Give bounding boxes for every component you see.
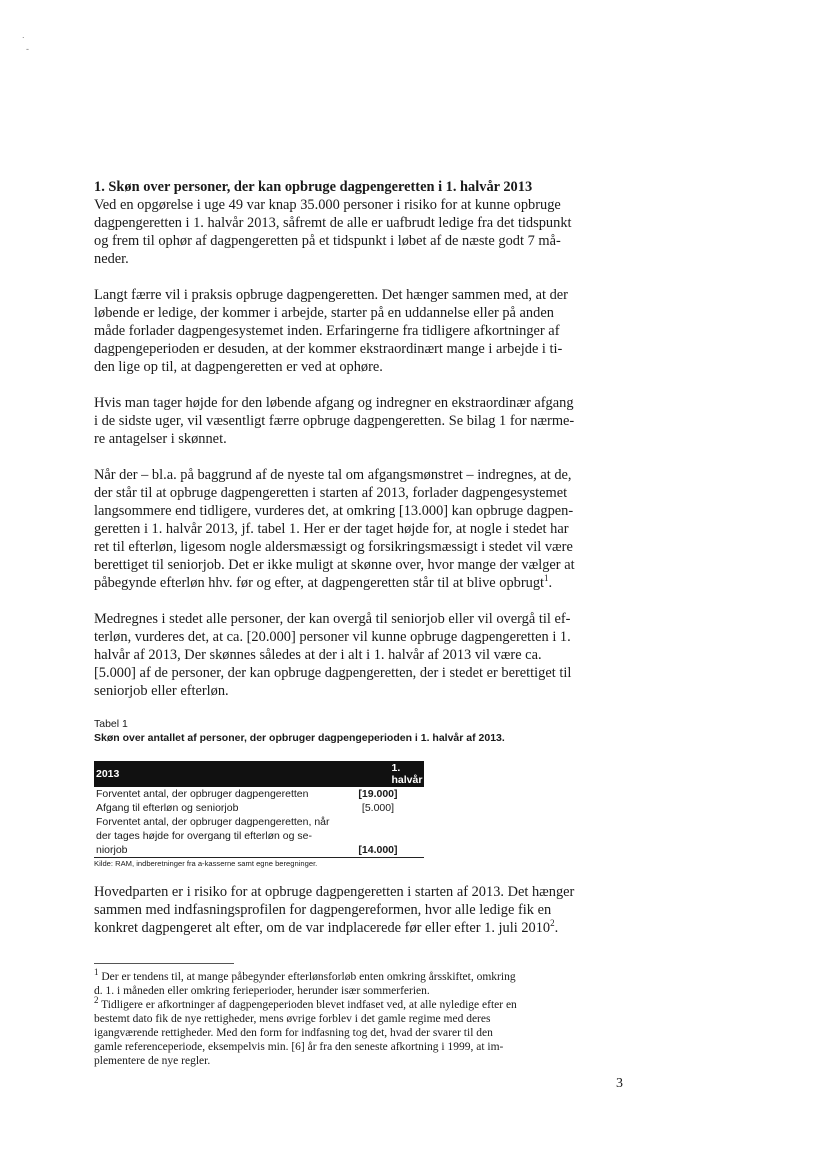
scan-mark: .	[22, 30, 25, 40]
text-line: Hvis man tager højde for den løbende afgang og indregner en ekstraordinær afgang	[94, 395, 574, 411]
footnote-text: Der er tendens til, at mange påbegynder efterlønsforløb enten omkring årsskiftet, omkring	[98, 971, 516, 983]
row-value: [5.000]	[361, 802, 395, 814]
text-line: Hovedparten er i risiko for at opbruge dagpengeretten i starten af 2013. Det hænger	[94, 884, 575, 900]
page-content	[94, 178, 590, 1068]
paragraph-2	[94, 286, 590, 376]
text-line: terløn, vurderes det, at ca. [20.000] personer vil kunne opbruge dagpengeretten i 1.	[94, 629, 571, 645]
text-line: halvår af 2013, Der skønnes således at der i alt i 1. halvår af 2013 vil være ca.	[94, 647, 542, 663]
row-label: Afgang til efterløn og seniorjob	[96, 802, 239, 814]
period: .	[554, 920, 559, 936]
footnote-line: plementere de nye regler.	[94, 1055, 211, 1067]
text-line: der står til at opbruge dagpengeretten i starten af 2013, forlader dagpengesystemet	[94, 485, 568, 501]
table-source: Kilde: RAM, indberetninger fra a-kasserne samt egne beregninger.	[94, 859, 318, 868]
data-table	[94, 761, 424, 858]
footnote-line: bestemt dato fik de nye rettigheder, mens øvrige forblev i det gamle regime med deres	[94, 1013, 491, 1025]
table-1	[94, 718, 590, 869]
footnote-ref-1: 1	[544, 573, 549, 584]
paragraph-3	[94, 394, 590, 448]
text-line: måde forlader dagpengesystemet inden. Erfaringerne fra tidligere afkortninger af	[94, 323, 560, 339]
table-header-year: 2013	[94, 761, 332, 787]
footnote-line: gamle referenceperiode, eksempelvis min. [6] år fra den seneste afkortning i 1999, at im-	[94, 1041, 504, 1053]
page-number: 3	[616, 1076, 623, 1091]
text-line: i de sidste uger, vil væsentligt færre opbruge dagpengeretten. Se bilag 1 for nærme-	[94, 413, 575, 429]
footnote-line	[94, 967, 590, 984]
paragraph-6	[94, 883, 590, 937]
footnote-line: d. 1. i måneden eller omkring ferieperioder, herunder især sommerferien.	[94, 985, 430, 997]
row-label: Forventet antal, der opbruger dagpengeretten	[96, 788, 309, 800]
table-label: Tabel 1	[94, 718, 128, 730]
table-row	[94, 815, 424, 858]
footnote-text: Tidligere er afkortninger af dagpengeperioden blevet indfaset ved, at alle nyledige efter en	[98, 999, 517, 1011]
text-line: berettiget til seniorjob. Det er ikke muligt at skønne over, hvor mange der vælger at	[94, 557, 575, 573]
text-line-content: konkret dagpengeret alt efter, om de var indplacerede før eller efter 1. juli 2010	[94, 920, 551, 936]
footnote-line: igangværende rettigheder. Med den form for indfasning tog det, hvad der svarer til den	[94, 1027, 493, 1039]
table-header-row	[94, 761, 424, 787]
paragraph-5	[94, 610, 590, 700]
paragraph-4	[94, 466, 590, 592]
text-line: Medregnes i stedet alle personer, der kan overgå til seniorjob eller vil overgå til ef-	[94, 611, 571, 627]
text-line: [5.000] af de personer, der kan opbruge dagpengeretten, der i stedet er berettiget til	[94, 665, 572, 681]
text-line: Langt færre vil i praksis opbruge dagpengeretten. Det hænger sammen med, at der	[94, 287, 568, 303]
text-line: Ved en opgørelse i uge 49 var knap 35.000 personer i risiko for at kunne opbruge	[94, 197, 561, 213]
text-line: dagpengeperioden er desuden, at der kommer ekstraordinært mange i arbejde i ti-	[94, 341, 563, 357]
period: .	[548, 575, 553, 591]
footnote-2	[94, 995, 590, 1068]
text-line: og frem til ophør af dagpengeretten på et tidspunkt i løbet af de næste godt 7 må-	[94, 233, 561, 249]
text-line: ret til efterløn, ligesom nogle aldersmæssigt og forsikringsmæssigt i stedet vil være	[94, 539, 573, 555]
row-value: [14.000]	[332, 815, 425, 858]
table-row	[94, 801, 424, 815]
table-header-period: 1. halvår	[332, 761, 425, 787]
text-line: løbende er ledige, der kommer i arbejde, starter på en uddannelse eller på anden	[94, 305, 554, 321]
text-line: Når der – bl.a. på baggrund af de nyeste tal om afgangsmønstret – indregnes, at de,	[94, 467, 572, 483]
scan-mark: -	[26, 44, 29, 54]
section-heading: 1. Skøn over personer, der kan opbruge dagpengeretten i 1. halvår 2013	[94, 179, 533, 195]
footnote-number: 1	[94, 967, 99, 978]
footnote-ref-2: 2	[550, 918, 555, 929]
row-label	[94, 815, 332, 858]
text-line: neder.	[94, 251, 129, 267]
paragraph-1	[94, 196, 590, 268]
text-line: sammen med indfasningsprofilen for dagpengereformen, hvor alle ledige fik en	[94, 902, 552, 918]
table-row	[94, 787, 424, 801]
row-label-line: Forventet antal, der opbruger dagpengeretten, når	[96, 816, 330, 828]
text-line	[94, 574, 590, 592]
text-line: seniorjob eller efterløn.	[94, 683, 229, 699]
row-label-line: der tages højde for overgang til efterløn og se-	[96, 830, 312, 842]
text-line: re antagelser i skønnet.	[94, 431, 227, 447]
footnote-1	[94, 967, 590, 998]
row-value: [19.000]	[358, 788, 398, 800]
row-label-line: niorjob	[96, 844, 128, 856]
text-line	[94, 919, 590, 937]
footnote-number: 2	[94, 995, 99, 1006]
text-line: geretten i 1. halvår 2013, jf. tabel 1. Her er der taget højde for, at nogle i stedet har	[94, 521, 569, 537]
text-line-content: påbegynde efterløn hhv. før og efter, at dagpengeretten står til at blive opbrugt	[94, 575, 545, 591]
footnote-line	[94, 995, 590, 1012]
text-line: den lige op til, at dagpengeretten er ved at ophøre.	[94, 359, 383, 375]
text-line: langsommere end tidligere, vurderes det, at omkring [13.000] kan opbruge dagpen-	[94, 503, 574, 519]
text-line: dagpengeretten i 1. halvår 2013, såfremt de alle er uafbrudt ledige fra det tidspunkt	[94, 215, 572, 231]
footnote-separator	[94, 963, 234, 964]
table-caption: Skøn over antallet af personer, der opbruger dagpengeperioden i 1. halvår af 2013.	[94, 732, 505, 744]
